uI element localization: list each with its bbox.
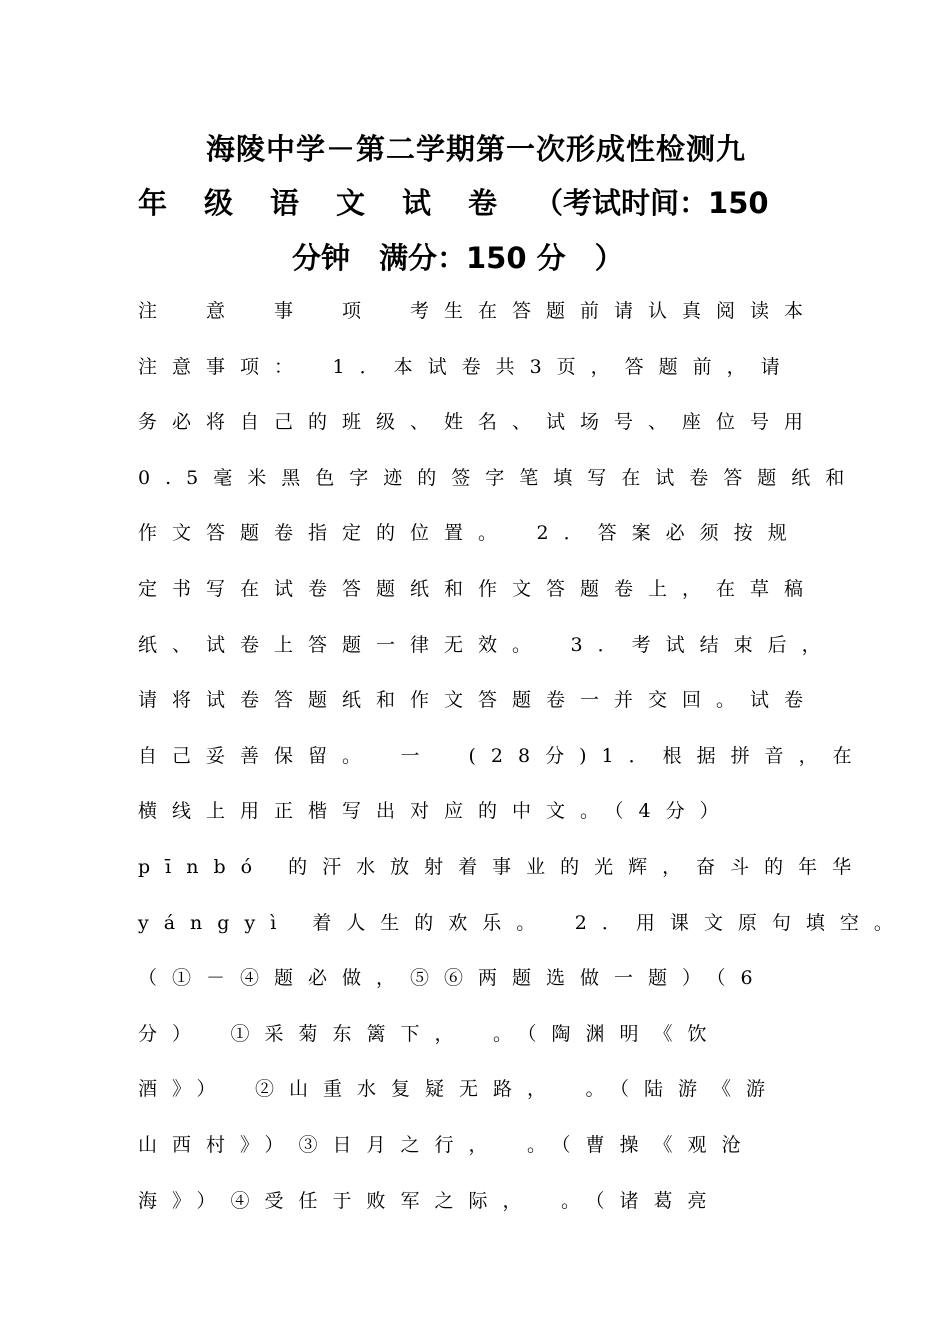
title-exam-time: （考试时间：150 (534, 186, 769, 220)
body-line-4: 0.5毫米黑色字迹的签字笔填写在试卷答题纸和 (138, 467, 860, 489)
body-line-7: 纸、试卷上答题一律无效。 3．考试结束后， (138, 634, 836, 656)
title-line-3: 分钟 满分：150 分 ） (292, 241, 624, 275)
body-line-13: （①－④题必做，⑤⑥两题选做一题）（6 (138, 967, 768, 989)
body-line-1: 注 意 事 项 考生在答题前请认真阅读本 (138, 300, 819, 322)
title-line-1: 海陵中学－第二学期第一次形成性检测九 (206, 132, 747, 166)
body-line-11: pīnbó 的汗水放射着事业的光辉，奋斗的年华 (138, 856, 867, 878)
body-line-16: 山西村》）③日月之行， 。（曹操《观沧 (138, 1134, 756, 1156)
body-line-17: 海》）④受任于败军之际， 。（诸葛亮 (138, 1190, 722, 1212)
body-line-2: 注意事项： 1．本试卷共3页，答题前，请 (138, 356, 795, 378)
body-line-3: 务必将自己的班级、姓名、试场号、座位号用 (138, 411, 819, 433)
body-line-5: 作文答题卷指定的位置。 2．答案必须按规 (138, 522, 802, 544)
body-line-10: 横线上用正楷写出对应的中文。（4分） (138, 800, 734, 822)
body-line-8: 请将试卷答题纸和作文答题卷一并交回。试卷 (138, 689, 819, 711)
body-line-9: 自己妥善保留。 一 (28分)1．根据拼音，在 (138, 745, 867, 767)
body-line-12: yángyì 着人生的欢乐。 2．用课文原句填空。 (138, 912, 908, 934)
body-line-15: 酒》） ②山重水复疑无路， 。（陆游《游 (138, 1078, 781, 1100)
title-grade-subject: 年级语文试卷 (138, 186, 535, 220)
body-line-6: 定书写在试卷答题纸和作文答题卷上，在草稿 (138, 578, 819, 600)
body-line-14: 分） ①采菊东篱下， 。（陶渊明《饮 (138, 1023, 722, 1045)
title-line-2 (138, 185, 806, 221)
